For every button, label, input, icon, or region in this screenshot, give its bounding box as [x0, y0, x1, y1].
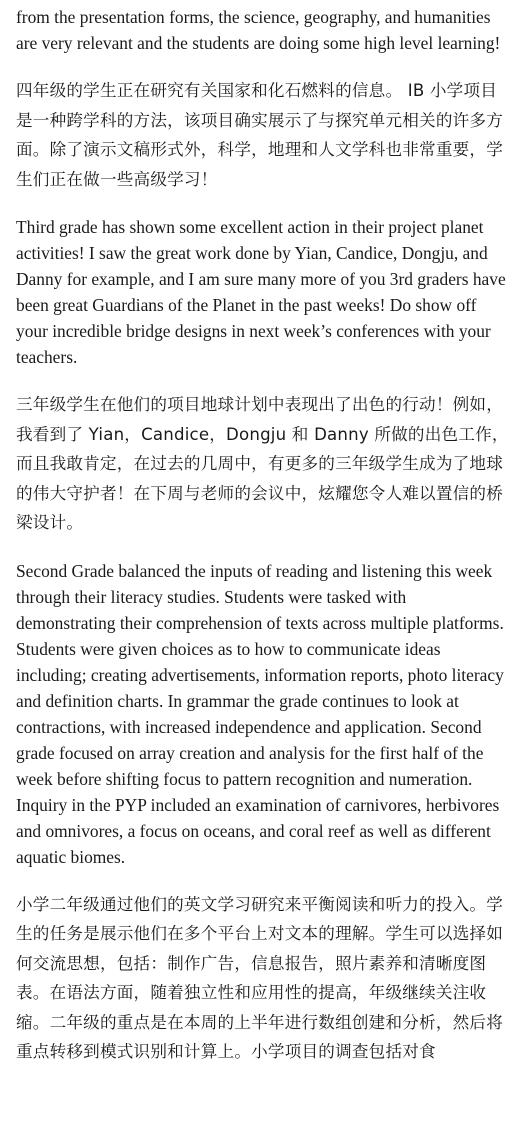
- paragraph-en-3: Second Grade balanced the inputs of reading and listening this week through their literacy studies. Students were tasked with demonstrating their comprehension of texts across multiple platforms. Students were given choices as to how to communicate ideas including; creating advertisements, information reports, photo literacy and definition charts. In grammar the grade continues to look at contractions, with increased independence and application. Second grade focused on array creation and analysis for the first half of the week before shifting focus to pattern recognition and numeration. Inquiry in the PYP included an examination of carnivores, herbivores and omnivores, a focus on oceans, and coral reef as well as different aquatic biomes.: [16, 560, 504, 867]
- paragraph-zh-1: 四年级的学生正在研究有关国家和化石燃料的信息。 IB 小学项目是一种跨学科的方法，该项目确实展示了与探究单元相关的许多方面。除了演示文稿形式外，科学，地理和人文学科也非常重要，学生们正在做一些高级学习！: [16, 81, 504, 189]
- paragraph-en-2: Third grade has shown some excellent action in their project planet activities! I saw the great work done by Yian, Candice, Dongju, and Danny for example, and I am sure many more of you 3rd graders have been great Guardians of the Planet in the past weeks! Do show off your incredible bridge designs in next week’s conferences with your teachers.: [16, 217, 506, 367]
- newsletter-body: [16, 4, 510, 1087]
- paragraph-zh-2: 三年级学生在他们的项目地球计划中表现出了出色的行动！例如，我看到了 Yian，Candice，Dongju 和 Danny 所做的出色工作，而且我敢肯定，在过去的几周中，有更多的三年级学生成为了地球的伟大守护者！在下周与老师的会议中，炫耀您令人难以置信的桥梁设计。: [16, 395, 509, 532]
- paragraph-zh-3: 小学二年级通过他们的英文学习研究来平衡阅读和听力的投入。学生的任务是展示他们在多个平台上对文本的理解。学生可以选择如何交流思想，包括：制作广告，信息报告，照片素养和清晰度图表。在语法方面，随着独立性和应用性的提高，年级继续关注收缩。二年级的重点是在本周的上半年进行数组创建和分析，然后将重点转移到模式识别和计算上。小学项目的调查包括对食: [16, 894, 504, 1061]
- paragraph-en-1: from the presentation forms, the science, geography, and humanities are very relevant and the students are doing some high level learning!: [16, 7, 501, 53]
